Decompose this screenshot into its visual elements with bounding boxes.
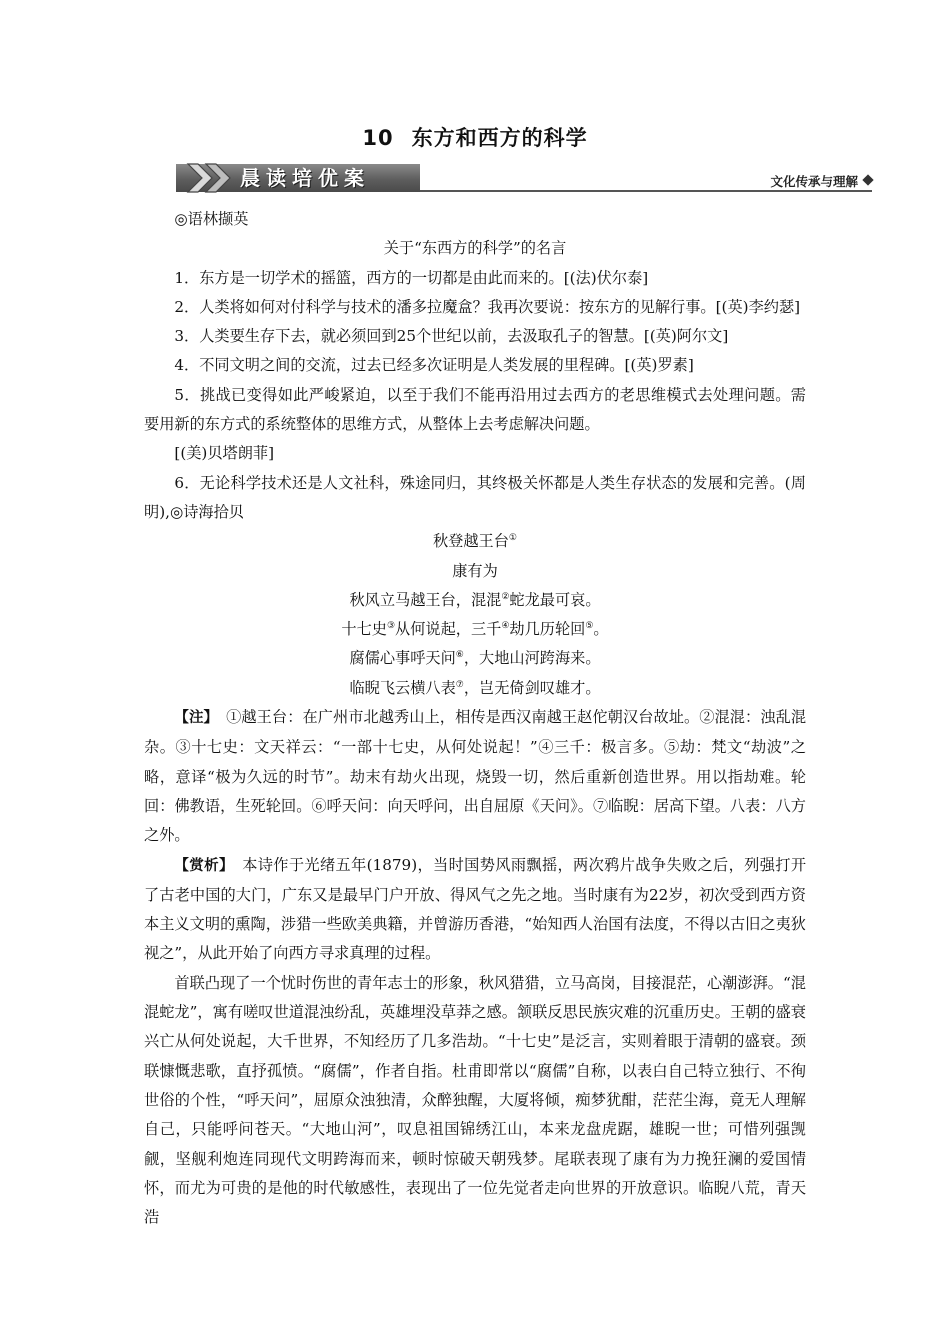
quote-4: 4．不同文明之间的交流，过去已经多次证明是人类发展的里程碑。[(英)罗素] (174, 356, 694, 375)
banner-label: 晨读培优案 (240, 166, 370, 190)
poem-line-1: 秋风立马越王台，混混②蛇龙最可哀。 (349, 590, 601, 609)
appreciation-text-1: 本诗作于光绪五年(1879)，当时国势风雨飘摇，两次鸦片战争失败之后，列强打开了古老中国的大门，广东又是最早门户开放、得风气之先之地。当时康有为22岁，初次受到西方资本主义文明的熏陶，涉猎一些欧美典籍，并曾游历香港，“始知西人治国有法度，不得以古旧之夷狄视之”，从此开始了向西方寻求真理的过程。 (144, 855, 807, 963)
quote-6: 6．无论科学技术还是人文社科，殊途同归，其终极关怀都是人类生存状态的发展和完善。(周明),◎诗海拾贝 (144, 473, 806, 521)
note-marker: ② (501, 591, 510, 602)
quote-5: 5．挑战已变得如此严峻紧迫，以至于我们不能再沿用过去西方的老思维模式去处理问题。需要用新的东方式的系统整体的思维方式，从整体上去考虑解决问题。 (144, 385, 806, 434)
notes-text: ①越王台：在广州市北越秀山上，相传是西汉南越王赵佗朝汉台故址。②混混：浊乱混杂。③十七史：文天祥云：“一部十七史，从何处说起！”④三千：极言多。⑤劫：梵文“劫波”之略，意译“极为久远的时节”。劫末有劫火出现，烧毁一切，然后重新创造世界。用以指劫难。轮回：佛教语，生死轮回。⑥呼天问：向天呼问，出自屈原《天问》。⑦临睨：居高下望。八表：八方之外。 (144, 708, 807, 845)
appreciation-paragraph-2: 首联凸现了一个忧时伤世的青年志士的形象，秋风猎猎，立马高岗，目接混茫，心潮澎湃。“混混蛇龙”，寓有嗟叹世道混浊纷乱，英雄埋没草莽之感。颔联反思民族灾难的沉重历史。王朝的盛衰兴亡从何处说起，大千世界，不知经历了几多浩劫。“十七史”是泛言，实则着眼于清朝的盛衰。颈联慷慨悲歌，直抒孤愤。“腐儒”，作者自指。杜甫即常以“腐儒”自称，以表白自己特立独行、不徇世俗的个性，“呼天问”，屈原众浊独清，众醉独醒，大厦将倾，痴梦犹酣，茫茫尘海，竟无人理解自己，只能呼问苍天。“大地山河”，叹息祖国锦绣江山，本来龙盘虎踞，雄睨一世；可惜列强觊觎，坚舰利炮连同现代文明跨海而来，顿时惊破天朝残梦。尾联表现了康有为力挽狂澜的爱国情怀，而尤为可贵的是他的时代敏感性，表现出了一位先觉者走向世界的开放意识。临睨八荒，青天浩 (144, 973, 806, 1227)
section-heading: ◎语林撷英 (174, 210, 249, 228)
poem-line-3: 腐儒心事呼天问⑥，大地山河跨海来。 (349, 649, 601, 668)
diamond-icon (862, 174, 873, 185)
lesson-title-text: 东方和西方的科学 (411, 126, 588, 150)
quote-1: 1．东方是一切学术的摇篮，西方的一切都是由此而来的。[(法)伏尔泰] (174, 268, 649, 287)
banner-rule (420, 190, 872, 192)
poem-line-4: 临睨飞云横八表⑦，岂无倚剑叹雄才。 (349, 678, 601, 697)
poem-author: 康有为 (452, 561, 498, 580)
lesson-title (0, 122, 950, 152)
note-marker: ③ (386, 621, 396, 632)
poem-line-2: 十七史③从何说起，三千④劫几历轮回⑤。 (341, 620, 609, 639)
quote-3: 3．人类要生存下去，就必须回到25个世纪以前，去汲取孔子的智慧。[(英)阿尔文] (174, 327, 729, 346)
appreciation-label: 【赏析】 (174, 857, 227, 874)
quote-5-source: [(美)贝塔朗菲] (174, 444, 275, 463)
section-subtitle: 关于“东西方的科学”的名言 (383, 239, 567, 258)
notes-paragraph (144, 703, 806, 850)
lesson-number: 10 (362, 126, 394, 150)
note-marker: ⑥ (455, 650, 464, 661)
quote-2: 2．人类将如何对付科学与技术的潘多拉魔盒？我再次要说：按东方的见解行事。[(英)李约瑟] (174, 297, 801, 316)
note-marker: ⑦ (455, 679, 464, 690)
poem-title-text: 秋登越王台 (432, 532, 509, 551)
appreciation-paragraph-1 (144, 851, 806, 969)
poem-title (144, 527, 806, 556)
chevron-right-icon (202, 160, 238, 196)
content (144, 205, 806, 1232)
note-marker: ⑤ (585, 621, 594, 632)
section-banner (176, 160, 872, 196)
note-marker: ① (508, 533, 517, 544)
note-marker: ④ (501, 621, 510, 632)
notes-label: 【注】 (174, 710, 211, 727)
banner-right-label: 文化传承与理解 (770, 174, 858, 189)
